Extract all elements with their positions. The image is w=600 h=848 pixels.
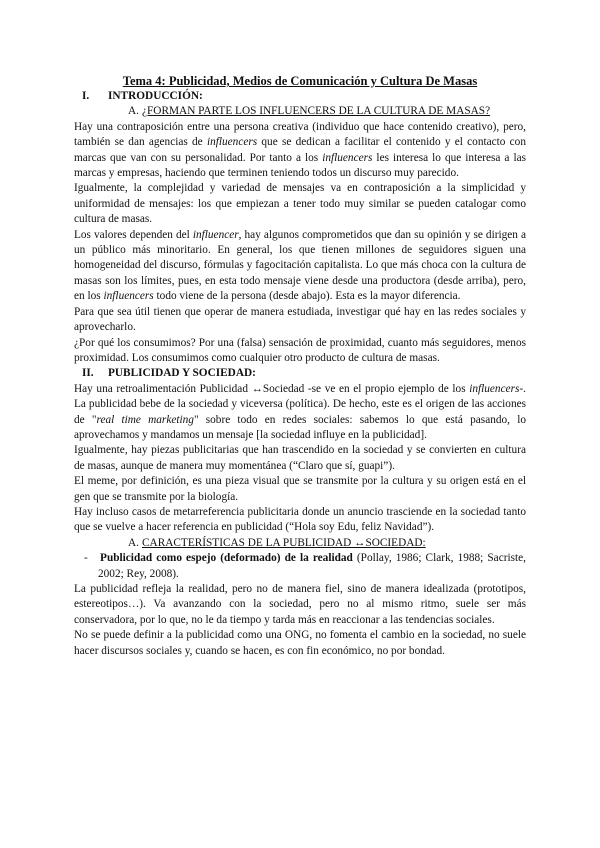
paragraph-11: No se puede definir a la publicidad como una ONG, no fomenta el cambio en la sociedad, no suele hacer discursos sociales y, cuando se hacen, es con fin económico, no por bondad. bbox=[74, 629, 526, 657]
paragraph-6: Hay una retroalimentación Publicidad ↔Sociedad -se ve en el propio ejemplo de los influencers-. La publicidad bebe de la sociedad y viceversa (política). De hecho, este es el origen de las acciones de "real time marketing" sobre todo en redes sociales: sabemos lo que está pasando, lo aprovechamos y mandamos un mensaje [la sociedad influye en la publicidad]. bbox=[74, 382, 526, 441]
paragraph-5: ¿Por qué los consumimos? Por una (falsa) sensación de proximidad, cuanto más seguidores, menos proximidad. Los consumimos como cualquier otro producto de cultura de masas. bbox=[74, 336, 526, 364]
paragraph-9: Hay incluso casos de metarreferencia publicitaria donde un anuncio trasciende en la sociedad tanto que se vuelve a hacer referencia en publicidad (“Hola soy Edu, feliz Navidad”). bbox=[74, 505, 526, 534]
subsection-title: CARACTERÍSTICAS DE LA PUBLICIDAD ↔SOCIEDAD: bbox=[142, 536, 426, 549]
subsection-letter: A. bbox=[128, 536, 139, 549]
paragraph-10: La publicidad refleja la realidad, pero no de manera fiel, sino de manera idealizada (prototipos, estereotipos…). Va avanzando con la sociedad, pero no al mismo ritmo, suele ser más conservadora, por lo que, no le da tiempo y tarda más en reaccionar a las tendencias sociales. bbox=[74, 583, 526, 626]
paragraph-4: Para que sea útil tienen que operar de manera estudiada, investigar qué hay en las redes sociales y aprovecharlo. bbox=[74, 305, 526, 334]
paragraph-8: El meme, por definición, es una pieza visual que se transmite por la cultura y su origen está en el gen que se transmite por la biología. bbox=[74, 475, 526, 503]
bullet-item bbox=[74, 551, 526, 582]
bullet-bold-text: Publicidad como espejo (deformado) de la realidad bbox=[100, 552, 353, 565]
paragraph-3: Los valores dependen del influencer, hay algunos comprometidos que dan su opinión y se dirigen a un público más minoritario. En general, los que tienen millones de seguidores siguen una homogeneidad del discurso, fórmulas y fagocitación capitalista. Lo que más choca con la cultura de masas son los límites, pues, en esta todo mensaje viene desde una productora (desde arriba), pero, en los influencers todo viene de la persona (desde abajo). Esta es la mayor diferencia. bbox=[74, 228, 526, 303]
section-number: I. bbox=[82, 90, 90, 102]
bullet-citation: (Pollay, 1986; Clark, 1988; Sacriste, 2002; Rey, 2008). bbox=[98, 552, 526, 580]
subsection-letter: A. bbox=[128, 105, 139, 118]
subsection-heading-influencers bbox=[74, 104, 526, 119]
section-heading-publicidad-sociedad bbox=[74, 366, 526, 381]
page-title: Tema 4: Publicidad, Medios de Comunicación y Cultura De Masas bbox=[122, 74, 478, 88]
section-title: PUBLICIDAD Y SOCIEDAD: bbox=[108, 367, 256, 380]
section-heading-introduccion bbox=[74, 89, 526, 104]
section-number: II. bbox=[82, 367, 94, 380]
document-body bbox=[74, 74, 526, 659]
paragraph-7: Igualmente, hay piezas publicitarias que han trascendido en la sociedad y se convierten en cultura de masas, aunque de manera muy momentánea (“Claro que sí, guapi”). bbox=[74, 444, 526, 472]
subsection-title: ¿FORMAN PARTE LOS INFLUENCERS DE LA CULTURA DE MASAS? bbox=[142, 105, 491, 118]
bullet-marker: - bbox=[84, 552, 88, 565]
paragraph-2: Igualmente, la complejidad y variedad de mensajes va en contraposición a la simplicidad y uniformidad de mensajes: los que empiezan a tener todo muy similar se pueden catalogar como cultura de masas. bbox=[74, 182, 526, 226]
section-title: INTRODUCCIÓN: bbox=[108, 90, 203, 102]
subsection-heading-caracteristicas bbox=[74, 536, 526, 551]
paragraph-1: Hay una contraposición entre una persona creativa (individuo que hace contenido creativo), pero, también se dan agencias de influencers que se dedican a facilitar el contenido y el contacto con marcas que van con su personalidad. Por tanto a los influencers les interesa lo que interesa a las marcas y empresas, haciendo que terminen teniendo todos un discurso muy parecido. bbox=[74, 120, 527, 180]
